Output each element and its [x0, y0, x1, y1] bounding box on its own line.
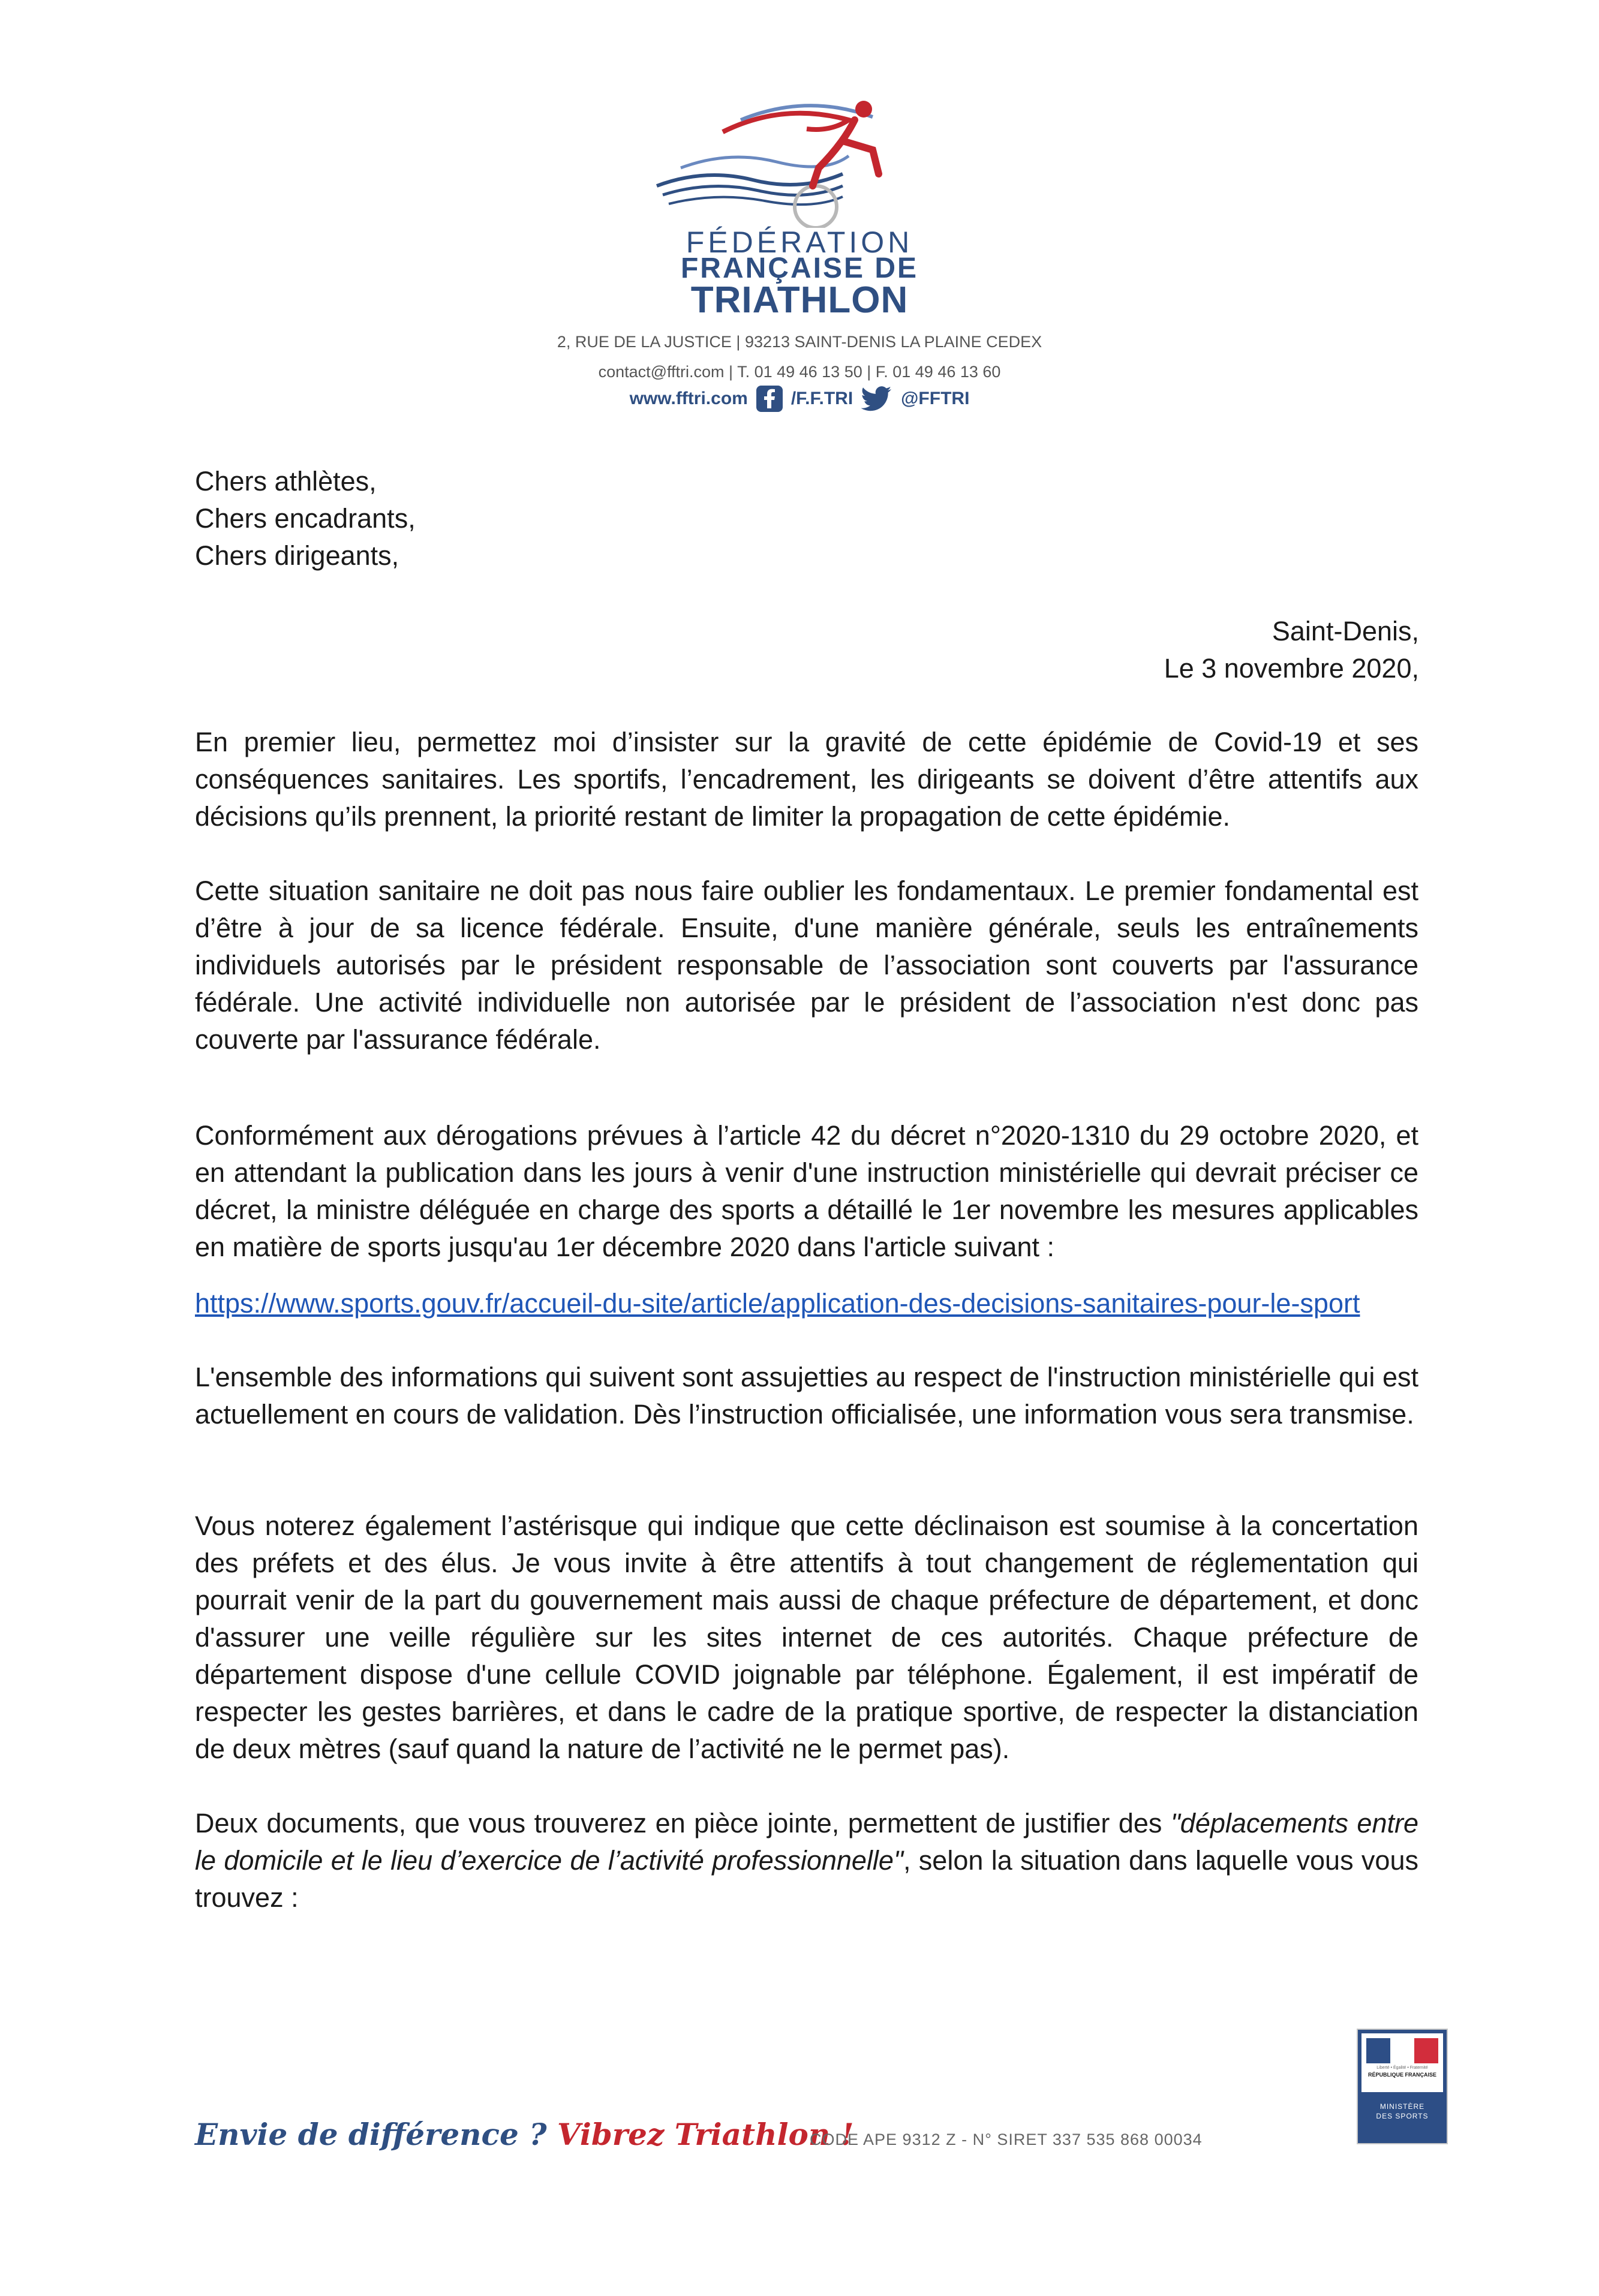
ministry-logo [1357, 2029, 1448, 2144]
ministry-name-line2: DES SPORTS [1376, 2112, 1429, 2120]
ministry-rf: RÉPUBLIQUE FRANÇAISE [1367, 2072, 1436, 2078]
ministry-devise: Liberté • Égalité • Fraternité [1376, 2066, 1428, 2070]
org-name-line3: TRIATHLON [690, 279, 909, 321]
paragraph-4: L'ensemble des informations qui suivent sont assujetties au respect de l'instruction ministérielle qui est actuellement en cours de validation. Dès l’instruction officialisée, une information vous sera transmise. [195, 1362, 1418, 1430]
sports-gouv-link[interactable]: https://www.sports.gouv.fr/accueil-du-site/article/application-des-decisions-sanitaires-pour-le-sport [195, 1288, 1360, 1319]
paragraph-6-start: Deux documents, que vous trouverez en pièce jointe, permettent de justifier des [195, 1808, 1171, 1838]
place-date [960, 613, 1419, 687]
twitter-icon [861, 386, 892, 412]
facebook-icon [756, 386, 783, 412]
greeting-line: Chers encadrants, [195, 503, 416, 534]
paragraph-3: Conformément aux dérogations prévues à l’article 42 du décret n°2020-1310 du 29 octobre 2020, et en attendant la publication dans les jours à venir d'une instruction ministérielle qui devrait préciser ce décret, la ministre déléguée en charge des sports a détaillé le 1er novembre les mesures applicables en matière de sports jusqu'au 1er décembre 2020 dans l'article suivant : [195, 1120, 1418, 1262]
ministry-name [1358, 2102, 1447, 2121]
website-link[interactable]: www.fftri.com [629, 389, 748, 408]
slogan-part2: Vibrez Triathlon ! [557, 2117, 854, 2152]
french-flag-icon [1366, 2038, 1438, 2063]
org-name-line1: FÉDÉRATION [686, 225, 913, 259]
fftri-logo-icon [651, 96, 921, 228]
date: Le 3 novembre 2020, [1164, 653, 1419, 684]
greeting-line: Chers athlètes, [195, 466, 377, 496]
paragraph-6 [195, 1805, 1418, 1916]
paragraph-1: En premier lieu, permettez moi d’insister sur la gravité de cette épidémie de Covid-19 et ses conséquences sanitaires. Les sportifs, l’encadrement, les dirigeants se doivent d’être attentifs aux décisions qu’ils prennent, la priorité restant de limiter la propagation de cette épidémie. [195, 727, 1418, 832]
code-ape: CODE APE 9312 Z - N° SIRET 337 535 868 00034 [810, 2131, 1203, 2148]
org-name-line2: FRANÇAISE DE [680, 252, 919, 284]
paragraph-6-end: , selon la situation dans laquelle vous vous trouvez : [195, 1845, 1418, 1913]
place: Saint-Denis, [1272, 616, 1419, 646]
social-links [0, 386, 1599, 412]
facebook-link[interactable]: /F.F.TRI [791, 389, 853, 408]
slogan [195, 2117, 854, 2152]
paragraph-6-quote: "déplacements entre le domicile et le lieu d’exercice de l’activité professionnelle" [195, 1808, 1418, 1876]
greeting [195, 463, 1418, 574]
greeting-line: Chers dirigeants, [195, 540, 399, 571]
slogan-part1: Envie de différence ? [195, 2117, 547, 2152]
twitter-link[interactable]: @FFTRI [901, 389, 970, 408]
contact-info: contact@fftri.com | T. 01 49 46 13 50 | F. 01 49 46 13 60 [598, 363, 1001, 381]
paragraph-5: Vous noterez également l’astérisque qui indique que cette déclinaison est soumise à la concertation des préfets et des élus. Je vous invite à être attentifs à tout changement de réglementation qui pourrait venir de la part du gouvernement mais aussi de chaque préfecture de département, et donc d'assurer une veille régulière sur les sites internet de ces autorités. Chaque préfecture de département dispose d'une cellule COVID joignable par téléphone. Également, il est impératif de respecter les gestes barrières, et dans le cadre de la pratique sportive, de respecter la distanciation de deux mètres (sauf quand la nature de l’activité ne le permet pas). [195, 1510, 1418, 1764]
address: 2, RUE DE LA JUSTICE | 93213 SAINT-DENIS LA PLAINE CEDEX [557, 333, 1042, 351]
paragraph-2: Cette situation sanitaire ne doit pas nous faire oublier les fondamentaux. Le premier fondamental est d’être à jour de sa licence fédérale. Ensuite, d'une manière générale, seuls les entraînements individuels autorisés par le président responsable de l’association sont couverts par l'assurance fédérale. Une activité individuelle non autorisée par le président de l’association n'est donc pas couverte par l'assurance fédérale. [195, 875, 1418, 1055]
ministry-name-line1: MINISTÈRE [1379, 2102, 1425, 2111]
